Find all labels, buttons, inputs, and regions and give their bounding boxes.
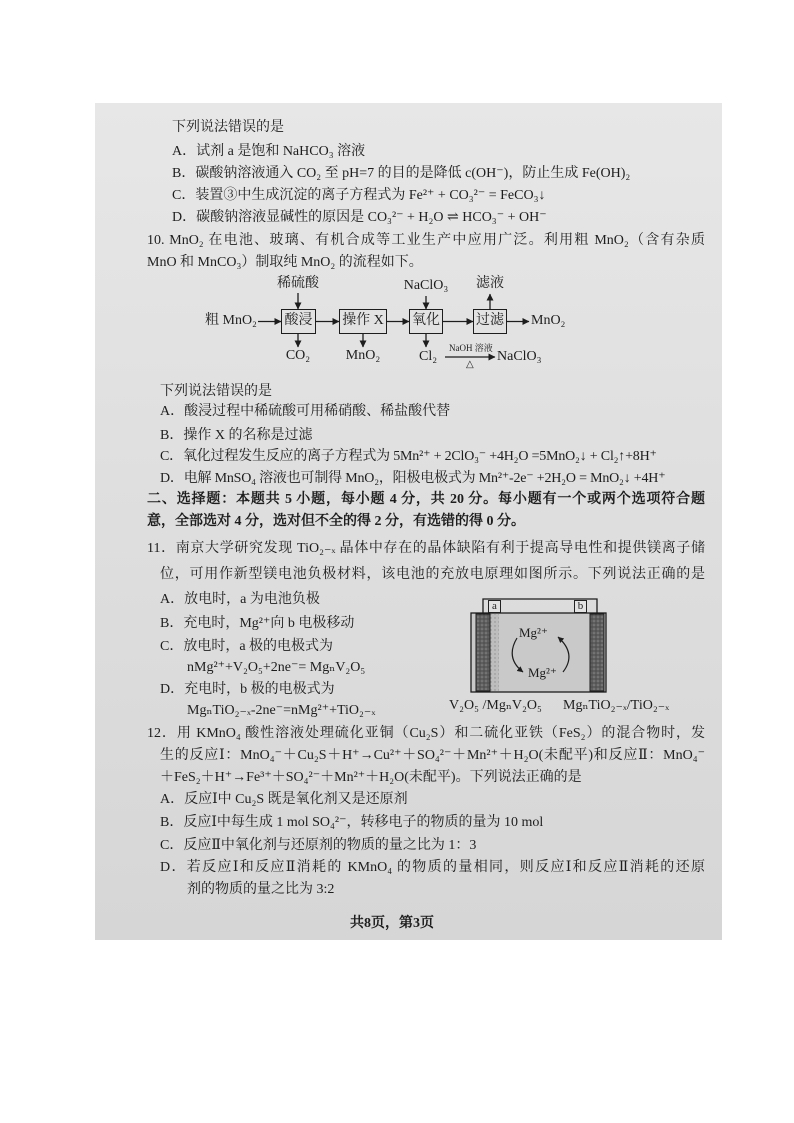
flow-step-acid-leach: 酸浸: [281, 309, 316, 334]
flow-step-operation-x: 操作 X: [339, 309, 387, 334]
flow-solid: MnO₂: [345, 348, 381, 363]
q10-option-a: A．酸浸过程中稀硫酸可用稀硝酸、稀盐酸代替: [160, 404, 451, 419]
flow-recycled-chlorate: NaClO₃: [497, 349, 542, 364]
q10-option-b: B．操作 X 的名称是过滤: [160, 428, 313, 443]
terminal-a-label: a: [488, 600, 501, 613]
electrode-a-material: V₂O₅ /MgₙV₂O₅: [449, 698, 542, 713]
q12-stem-line-3: ＋FeS₂＋H⁺→Fe³⁺＋SO₄²⁻＋Mn²⁺＋H₂O(未配平)。下列说法正确的是: [160, 770, 582, 785]
flow-reagent-oxidant: NaClO₃: [403, 278, 449, 293]
q10-option-c: C．氧化过程发生反应的离子方程式为 5Mn²⁺ + 2ClO₃⁻ +4H₂O =5MnO₂↓ + Cl₂↑+8H⁺: [160, 449, 657, 464]
flow-step-oxidize: 氧化: [409, 309, 443, 334]
electrode-b: [590, 614, 604, 691]
q11-option-c-formula: nMg²⁺+V₂O₅+2ne⁻= MgₙV₂O₅: [187, 660, 366, 675]
q12-option-b: B．反应Ⅰ中每生成 1 mol SO₄²⁻，转移电子的物质的量为 10 mol: [160, 815, 544, 830]
q12-option-d-line-1: D．若反应Ⅰ和反应Ⅱ消耗的 KMnO₄ 的物质的量相同，则反应Ⅰ和反应Ⅱ消耗的还原: [160, 860, 705, 875]
electrode-a: [476, 614, 490, 691]
q9-option-d: D．碳酸钠溶液显碱性的原因是 CO₃²⁻ + H₂O ⇌ HCO₃⁻ + OH⁻: [172, 210, 547, 225]
q10-stem-line-2: MnO 和 MnCO₃）制取纯 MnO₂ 的流程如下。: [147, 255, 423, 270]
q12-stem-line-2: 生的反应Ⅰ：MnO₄⁻＋Cu₂S＋H⁺→Cu²⁺＋SO₄²⁻＋Mn²⁺＋H₂O(未配平)和反应Ⅱ：MnO₄⁻: [160, 748, 705, 763]
flow-chlorine: Cl₂: [419, 349, 438, 364]
ion-label-top: Mg²⁺: [519, 625, 548, 640]
q11-option-d: D．充电时，b 极的电极式为: [160, 682, 335, 697]
flow-condition: NaOH 溶液: [449, 343, 493, 353]
flow-step-filter: 过滤: [473, 309, 507, 334]
q10-prompt: 下列说法错误的是: [160, 384, 272, 399]
ion-label-bottom: Mg²⁺: [528, 665, 557, 680]
page-footer: 共8页，第3页: [350, 916, 434, 931]
flow-reagent-acid: 稀硫酸: [277, 276, 319, 291]
q11-option-d-formula: MgₙTiO₂₋ₓ-2ne⁻=nMg²⁺+TiO₂₋ₓ: [187, 703, 376, 718]
q11-stem-line-1: 11．南京大学研究发现 TiO₂₋ₓ 晶体中存在的晶体缺陷有利于提高导电性和提供镁离子储: [147, 541, 705, 556]
q11-option-b: B．充电时，Mg²⁺向 b 电极移动: [160, 616, 355, 631]
q12-stem-line-1: 12．用 KMnO₄ 酸性溶液处理硫化亚铜（Cu₂S）和二硫化亚铁（FeS₂）的混合物时，发: [147, 726, 705, 741]
q12-option-c: C．反应Ⅱ中氧化剂与还原剂的物质的量之比为 1：3: [160, 838, 477, 853]
q11-option-a: A．放电时，a 为电池负极: [160, 592, 320, 607]
q11-option-c: C．放电时，a 极的电极式为: [160, 639, 334, 654]
flow-gas: CO₂: [285, 348, 311, 363]
terminal-b-label: b: [574, 600, 587, 613]
q9-option-a: A．试剂 a 是饱和 NaHCO₃ 溶液: [172, 144, 366, 159]
q9-option-c: C．装置③中生成沉淀的离子方程式为 Fe²⁺ + CO₃²⁻ = FeCO₃↓: [172, 188, 546, 203]
q9-option-b: B．碳酸钠溶液通入 CO₂ 至 pH=7 的目的是降低 c(OH⁻)，防止生成 Fe(OH)₂: [172, 166, 631, 181]
q9-prompt: 下列说法错误的是: [172, 120, 284, 135]
q12-option-a: A．反应Ⅰ中 Cu₂S 既是氧化剂又是还原剂: [160, 792, 408, 807]
flow-start-material: 粗 MnO₂: [205, 313, 257, 328]
electrode-interface-layer: [490, 614, 499, 691]
q10-option-d: D．电解 MnSO₄ 溶液也可制得 MnO₂，阳极电极式为 Mn²⁺-2e⁻ +2H₂O = MnO₂↓ +4H⁺: [160, 471, 666, 486]
section2-header-line-2: 意，全部选对 4 分，选对但不全的得 2 分，有选错的得 0 分。: [147, 514, 525, 529]
q11-stem-line-2: 位，可用作新型镁电池负极材料，该电池的充放电原理如图所示。下列说法正确的是: [160, 567, 705, 582]
section2-header-line-1: 二、选择题：本题共 5 小题，每小题 4 分，共 20 分。每小题有一个或两个选项符合题: [147, 492, 705, 507]
q12-option-d-line-2: 剂的物质的量之比为 3:2: [187, 882, 335, 897]
flow-filtrate: 滤液: [476, 276, 504, 291]
flow-heat-symbol: △: [466, 359, 474, 370]
electrode-b-material: MgₙTiO₂₋ₓ/TiO₂₋ₓ: [563, 698, 670, 713]
q10-stem-line-1: 10. MnO₂ 在电池、玻璃、有机合成等工业生产中应用广泛。利用粗 MnO₂（含有杂质: [147, 233, 705, 248]
flow-product: MnO₂: [531, 313, 566, 328]
